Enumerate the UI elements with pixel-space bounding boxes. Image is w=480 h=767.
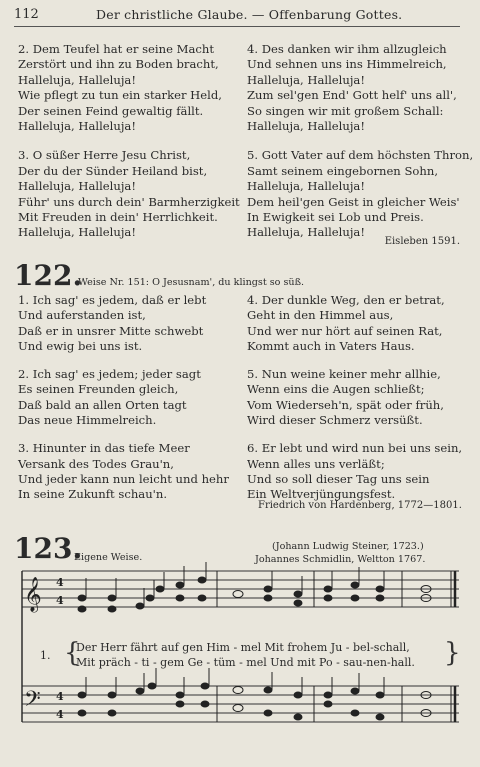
- note: [176, 595, 184, 601]
- note: [264, 586, 272, 592]
- verse-line: Versank des Todes Grau'n,: [18, 456, 174, 471]
- time-signature-top: 4: [56, 690, 64, 703]
- brace-icon: }: [444, 638, 461, 668]
- verse-line: Vom Wiederseh'n, spät oder früh,: [247, 397, 444, 412]
- verse-line: Der seinen Feind gewaltig fällt.: [18, 103, 204, 118]
- verse-line: Halleluja, Halleluja!: [18, 179, 136, 194]
- verse-line: Halleluja, Halleluja!: [247, 119, 365, 134]
- verse-line: Wenn alles uns verläßt;: [247, 456, 385, 471]
- note: [294, 600, 302, 606]
- verse-line: Wenn eins die Augen schließt;: [247, 382, 425, 397]
- hymn-122-melody: Weise Nr. 151: O Jesusnam', du klingst so süß.: [78, 277, 305, 288]
- note: [201, 683, 209, 689]
- note: [176, 692, 184, 698]
- verse-line: Und sehnen uns ins Himmelreich,: [247, 57, 447, 72]
- verse-line: Es seinen Freunden gleich,: [18, 382, 179, 397]
- verse-line: 3. Hinunter in das tiefe Meer: [18, 441, 190, 456]
- hymn-123-melody: Eigene Weise.: [74, 552, 143, 563]
- lyric-line-1: Der Herr fährt auf gen Him - mel Mit frohem Ju - bel-schall,: [76, 641, 410, 654]
- note: [294, 714, 302, 720]
- note: [376, 692, 384, 698]
- bass-clef-icon: 𝄢: [24, 687, 41, 717]
- hymn-123-number: 123.: [14, 532, 83, 565]
- verse-line: Samt seinem eingebornen Sohn,: [247, 163, 439, 178]
- verse-line: Ein Weltverjüngungsfest.: [247, 487, 396, 502]
- note: [376, 714, 384, 720]
- verse-line: 6. Er lebt und wird nun bei uns sein,: [247, 441, 463, 456]
- note: [108, 692, 116, 698]
- time-signature-bottom: 4: [56, 594, 64, 607]
- note: [264, 595, 272, 601]
- verse-line: 1. Ich sag' es jedem, daß er lebt: [18, 293, 207, 307]
- hymn-123-composer-2: Johannes Schmidlin, Weltton 1767.: [255, 554, 426, 565]
- treble-clef-icon: 𝄞: [24, 577, 42, 612]
- verse-line: Mit Freuden in dein' Herrlichkeit.: [18, 210, 218, 225]
- verse-line: 5. Nun weine keiner mehr allhie,: [247, 367, 441, 382]
- treble-staff: [22, 571, 459, 607]
- page-number: 112: [14, 7, 39, 22]
- verse-line: Führ' uns durch dein' Barmherzigkeit: [18, 194, 240, 209]
- note: [176, 582, 184, 588]
- verse-line: Halleluja, Halleluja!: [247, 179, 365, 194]
- verse-line: Wie pflegt zu tun ein starker Held,: [18, 88, 222, 103]
- note: [108, 595, 116, 601]
- verse-line: Halleluja, Halleluja!: [18, 119, 136, 134]
- verse-line: 4. Der dunkle Weg, den er betrat,: [247, 293, 445, 307]
- bass-notes: [78, 683, 431, 720]
- note: [108, 606, 116, 612]
- page-header-title: Der christliche Glaube. — Offenbarung Gottes.: [96, 7, 403, 22]
- verse-line: 2. Ich sag' es jedem; jeder sagt: [18, 367, 201, 382]
- verse-line: Wird dieser Schmerz versüßt.: [247, 413, 423, 428]
- note: [294, 692, 302, 698]
- verse-line: Das neue Himmelreich.: [18, 413, 157, 428]
- note: [351, 582, 359, 588]
- verse-line: In Ewigkeit sei Lob und Preis.: [247, 210, 424, 225]
- verse-line: Und jeder kann nun leicht und hehr: [18, 471, 229, 486]
- verse-line: Daß bald an allen Orten tagt: [18, 397, 187, 412]
- verse-line: Daß er in unsrer Mitte schwebt: [18, 323, 204, 338]
- hymn-122-number: 122.: [14, 259, 83, 292]
- verse-line: Dem heil'gen Geist in gleicher Weis': [247, 194, 460, 209]
- note: [351, 688, 359, 694]
- note: [198, 577, 206, 583]
- treble-stems: [86, 562, 384, 606]
- note: [233, 687, 243, 694]
- time-signature-bottom: 4: [56, 708, 64, 721]
- note: [78, 606, 86, 612]
- verse-line: Und ewig bei uns ist.: [18, 338, 143, 353]
- note: [233, 705, 243, 712]
- bass-stems: [86, 668, 384, 695]
- verse-line: Zerstört und ihn zu Boden bracht,: [18, 57, 219, 72]
- verse-number: 1.: [40, 649, 51, 662]
- note: [351, 710, 359, 716]
- note: [146, 595, 154, 601]
- note: [78, 595, 86, 601]
- note: [156, 586, 164, 592]
- verse-line: 2. Dem Teufel hat er seine Macht: [18, 42, 215, 56]
- verse-line: In seine Zukunft schau'n.: [18, 487, 168, 502]
- verse-line: Halleluja, Halleluja!: [18, 225, 136, 240]
- bass-staff: [22, 686, 459, 722]
- verse-line: 5. Gott Vater auf dem höchsten Thron,: [247, 148, 474, 163]
- verse-line: Und auferstanden ist,: [18, 308, 146, 323]
- lyric-line-2: Mit präch - ti - gem Ge - tüm - mel Und mit Po - sau-nen-hall.: [76, 656, 415, 669]
- verse-line: Halleluja, Halleluja!: [247, 72, 365, 87]
- note: [136, 688, 144, 694]
- note: [233, 591, 243, 598]
- note: [78, 710, 86, 716]
- note: [376, 586, 384, 592]
- verse-line: Halleluja, Halleluja!: [247, 225, 365, 240]
- verse-line: Der du der Sünder Heiland bist,: [18, 163, 208, 178]
- brace-icon: {: [64, 638, 81, 668]
- note: [351, 595, 359, 601]
- note: [324, 701, 332, 707]
- verse-line: Halleluja, Halleluja!: [18, 72, 136, 87]
- note: [108, 710, 116, 716]
- note: [198, 595, 206, 601]
- note: [264, 687, 272, 693]
- time-signature-top: 4: [56, 576, 64, 589]
- hymn-122-source: Friedrich von Hardenberg, 1772—1801.: [258, 500, 462, 511]
- verse-line: Zum sel'gen End' Gott helf' uns all',: [247, 88, 457, 103]
- note: [148, 683, 156, 689]
- note: [176, 701, 184, 707]
- note: [324, 692, 332, 698]
- note: [294, 591, 302, 597]
- verse-line: So singen wir mit großem Schall:: [247, 103, 444, 118]
- verse-line: Kommt auch in Vaters Haus.: [247, 338, 415, 353]
- note: [78, 692, 86, 698]
- note: [201, 701, 209, 707]
- note: [376, 595, 384, 601]
- verse-line: Und so soll dieser Tag uns sein: [247, 471, 430, 486]
- verse-line: Geht in den Himmel aus,: [247, 308, 394, 323]
- note: [136, 603, 144, 609]
- verse-line: Und wer nur hört auf seinen Rat,: [247, 323, 443, 338]
- hymn-123-composer-1: (Johann Ludwig Steiner, 1723.): [272, 541, 424, 552]
- note: [264, 710, 272, 716]
- verse-line: 3. O süßer Herre Jesu Christ,: [18, 148, 191, 163]
- verse-line: 4. Des danken wir ihm allzugleich: [247, 42, 447, 56]
- note: [324, 586, 332, 592]
- note: [324, 595, 332, 601]
- hymn-121-source: Eisleben 1591.: [384, 236, 460, 247]
